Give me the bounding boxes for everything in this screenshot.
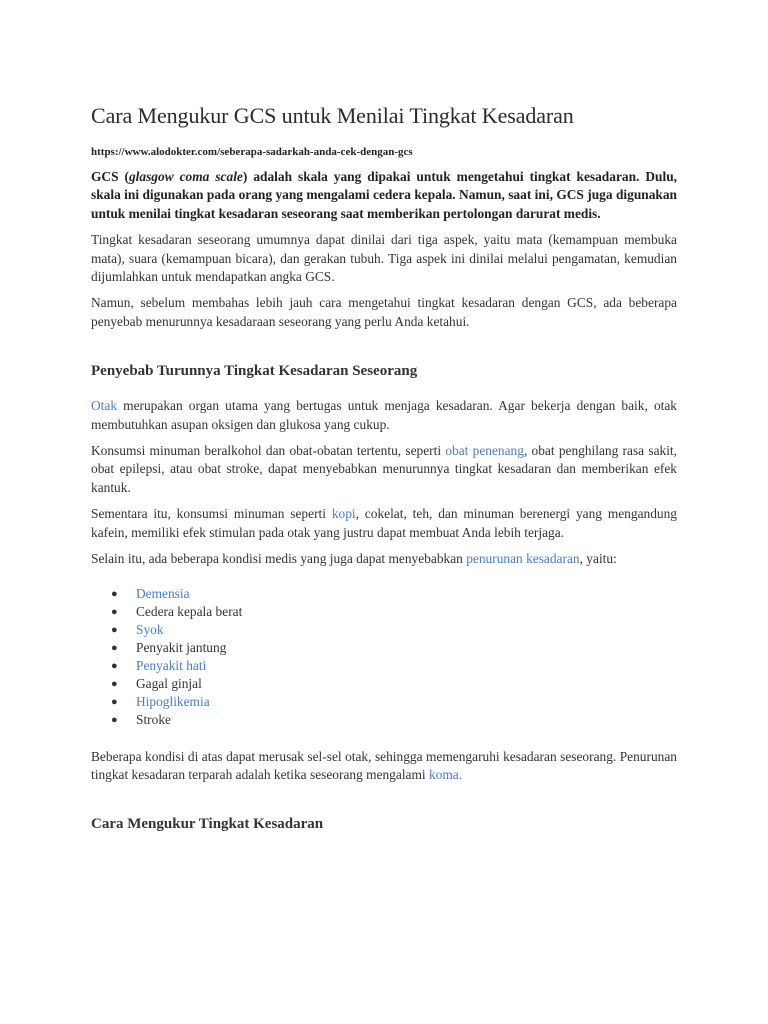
paragraph-coma-before: Beberapa kondisi di atas dapat merusak sel-sel otak, sehingga memengaruhi kesadaran seseorang. Penurunan tingkat kesadaran terparah adalah ketika seseorang mengalami — [91, 748, 677, 782]
paragraph-conditions-before: Selain itu, ada beberapa kondisi medis yang juga dapat menyebabkan — [91, 551, 467, 567]
list-item-stroke — [109, 711, 677, 729]
section-heading-measure: Cara Mengukur Tingkat Kesadaran — [91, 816, 324, 833]
bullet-icon: ● — [111, 713, 118, 726]
link-hipoglikemia[interactable]: Hipoglikemia — [136, 693, 210, 709]
link-penurunan-kesadaran[interactable]: penurunan kesadaran — [466, 551, 580, 567]
paragraph-brain — [91, 397, 677, 434]
link-demensia[interactable]: Demensia — [136, 585, 190, 601]
list-item-gagal-ginjal — [109, 675, 677, 693]
condition-label: Stroke — [136, 711, 171, 727]
bullet-icon: ● — [111, 695, 118, 708]
paragraph-caffeine-after: , cokelat, teh, dan minuman berenergi yang mengandung kafein, memiliki efek stimulan pada otak yang justru dapat membuat Anda lebih terjaga. — [91, 506, 677, 540]
bullet-icon: ● — [111, 641, 118, 654]
list-item-hipoglikemia — [109, 693, 677, 711]
paragraph-drugs — [91, 442, 677, 497]
link-otak[interactable]: Otak — [91, 398, 118, 414]
list-item-penyakit-hati — [109, 657, 677, 675]
list-item-syok — [109, 621, 677, 639]
bullet-icon: ● — [111, 677, 118, 690]
list-item-penyakit-jantung — [109, 639, 677, 657]
paragraph-caffeine-before: Sementara itu, konsumsi minuman seperti — [91, 506, 332, 522]
paragraph-aspects: Tingkat kesadaran seseorang umumnya dapat dinilai dari tiga aspek, yaitu mata (kemampuan membuka mata), suara (kemampuan bicara), dan gerakan tubuh. Tiga aspek ini dinilai melalui pengamatan, kemudian dijumlahkan untuk mendapatkan angka GCS. — [91, 232, 677, 285]
condition-label: Gagal ginjal — [136, 675, 202, 691]
conditions-list — [91, 585, 677, 729]
paragraph-drugs-after: , obat penghilang rasa sakit, obat epilepsi, atau obat stroke, dapat menyebabkan menurunnya tingkat kesadaran dan memberikan efek kantuk. — [91, 443, 677, 495]
link-kopi[interactable]: kopi — [331, 506, 356, 522]
list-item-demensia — [109, 585, 677, 603]
section-heading-causes: Penyebab Turunnya Tingkat Kesadaran Seseorang — [91, 363, 418, 380]
paragraph-drugs-before: Konsumsi minuman beralkohol dan obat-obatan tertentu, seperti — [91, 443, 446, 459]
lead-suffix: ) adalah skala yang dipakai untuk mengetahui tingkat kesadaran. Dulu, skala ini digunakan pada orang yang mengalami cedera kepala. Namun, saat ini, GCS juga digunakan untuk menilai tingkat kesadaran seseorang saat memberikan pertolongan darurat medis. — [91, 169, 678, 221]
condition-label: Penyakit jantung — [136, 639, 227, 655]
paragraph-conditions-after: , yaitu: — [579, 551, 617, 567]
bullet-icon: ● — [111, 659, 118, 672]
paragraph-brain-text: merupakan organ utama yang bertugas untuk menjaga kesadaran. Agar bekerja dengan baik, otak membutuhkan asupan oksigen dan glukosa yang cukup. — [91, 398, 677, 432]
link-koma[interactable]: koma. — [428, 766, 463, 782]
lead-term: glasgow coma scale — [128, 169, 243, 184]
document-page — [91, 100, 677, 835]
condition-label: Cedera kepala berat — [136, 603, 243, 619]
paragraph-conditions-intro — [91, 550, 677, 568]
link-syok[interactable]: Syok — [136, 621, 164, 637]
bullet-icon: ● — [111, 605, 118, 618]
link-penyakit-hati[interactable]: Penyakit hati — [136, 657, 207, 673]
bullet-icon: ● — [111, 587, 118, 600]
page-title: Cara Mengukur GCS untuk Menilai Tingkat Kesadaran — [91, 103, 574, 128]
link-obat-penenang[interactable]: obat penenang — [445, 443, 524, 459]
paragraph-coma — [91, 748, 677, 785]
source-url: https://www.alodokter.com/seberapa-sadarkah-anda-cek-dengan-gcs — [91, 146, 413, 158]
bullet-icon: ● — [111, 623, 118, 636]
paragraph-caffeine — [91, 505, 677, 542]
paragraph-intro-causes: Namun, sebelum membahas lebih jauh cara mengetahui tingkat kesadaran dengan GCS, ada beberapa penyebab menurunnya kesadaraan seseorang yang perlu Anda ketahui. — [91, 295, 677, 329]
list-item-cedera-kepala — [109, 603, 677, 621]
lead-paragraph — [91, 168, 677, 223]
lead-prefix: GCS ( — [91, 169, 129, 184]
